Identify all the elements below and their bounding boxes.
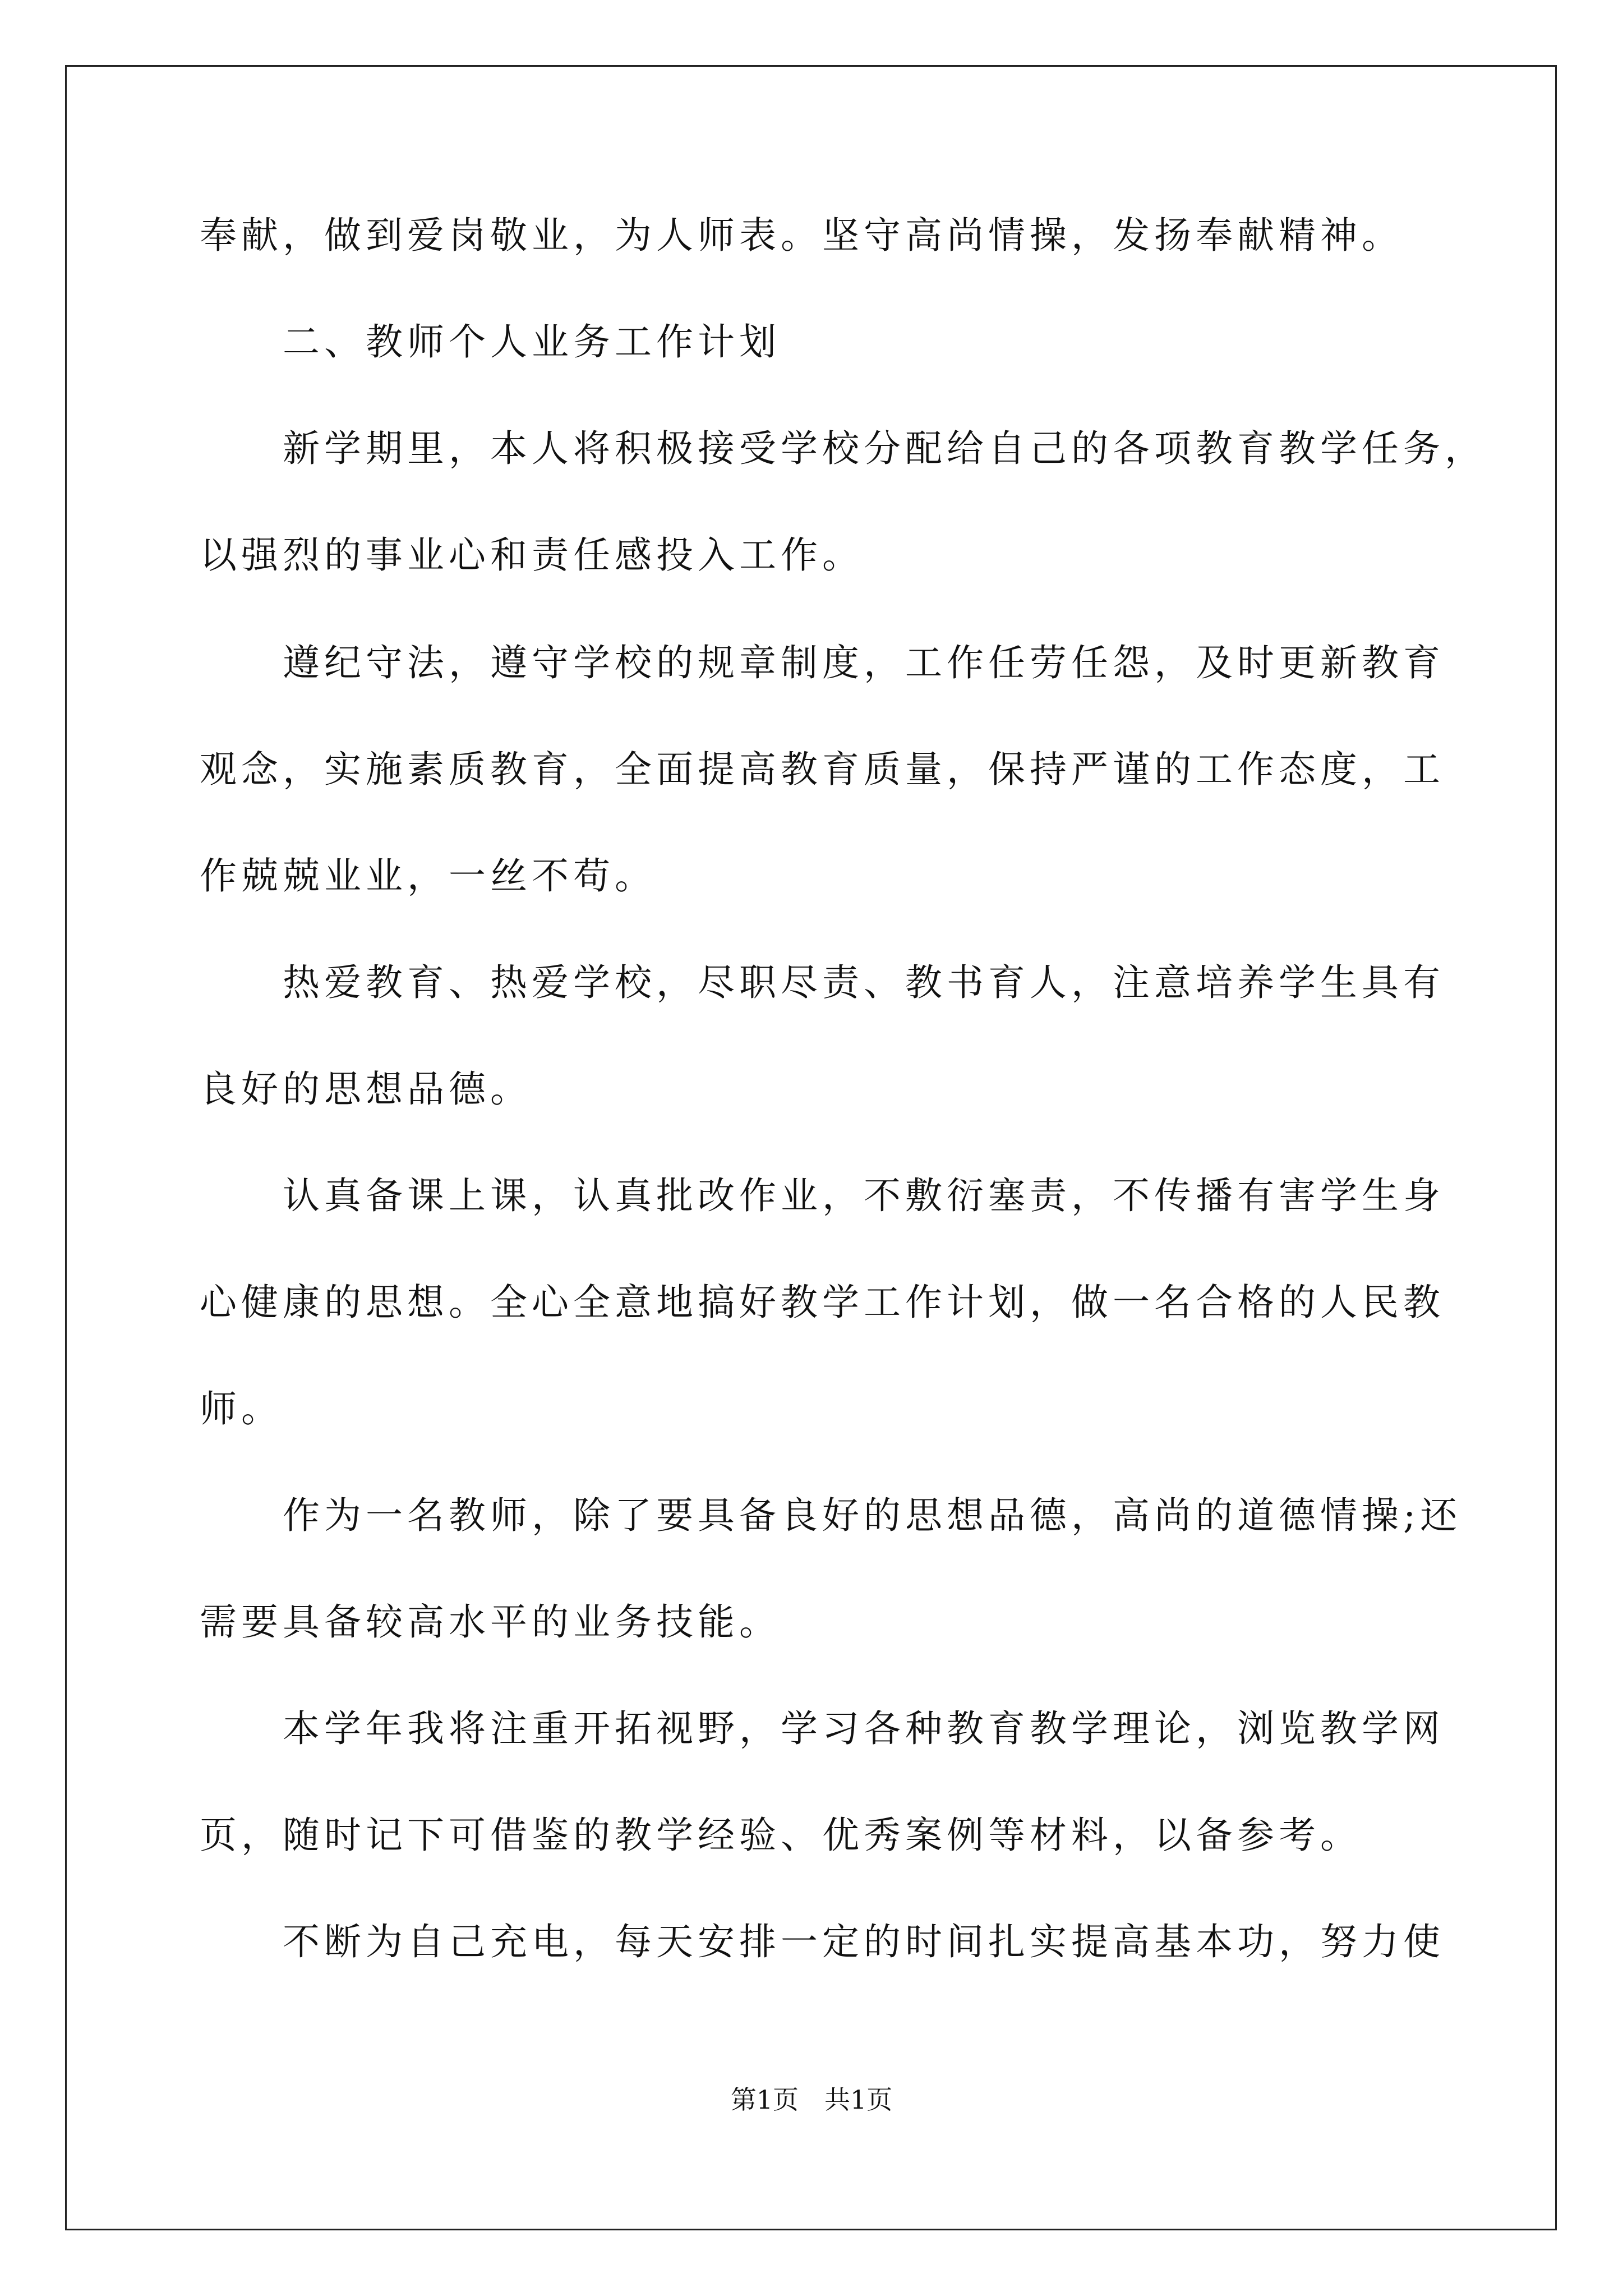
text-line: 遵纪守法，遵守学校的规章制度，工作任劳任怨，及时更新教育 — [200, 641, 1445, 684]
text-line: 作兢兢业业，一丝不苟。 — [200, 854, 656, 898]
text-line: 热爱教育、热爱学校，尽职尽责、教书育人，注意培养学生具有 — [200, 961, 1445, 1004]
text-line: 需要具备较高水平的业务技能。 — [200, 1600, 781, 1644]
text-line: 页，随时记下可借鉴的教学经验、优秀案例等材料，以备参考。 — [200, 1814, 1362, 1857]
text-line: 师。 — [200, 1387, 283, 1430]
text-line: 不断为自己充电，每天安排一定的时间扎实提高基本功，努力使 — [200, 1920, 1445, 1963]
text-line: 观念，实施素质教育，全面提高教育质量，保持严谨的工作态度，工 — [200, 748, 1445, 791]
text-line: 新学期里，本人将积极接受学校分配给自己的各项教育教学任务， — [200, 427, 1486, 470]
text-line: 奉献，做到爱岗敬业，为人师表。坚守高尚情操，发扬奉献精神。 — [200, 214, 1403, 257]
page-border — [65, 65, 1557, 2230]
text-line: 认真备课上课，认真批改作业，不敷衍塞责，不传播有害学生身 — [200, 1174, 1445, 1217]
page-number-footer: 第1页 共1页 — [730, 2085, 893, 2115]
text-line: 作为一名教师，除了要具备良好的思想品德，高尚的道德情操;还 — [200, 1494, 1462, 1537]
text-line: 良好的思想品德。 — [200, 1068, 532, 1111]
section-heading: 二、教师个人业务工作计划 — [200, 320, 781, 364]
text-line: 本学年我将注重开拓视野，学习各种教育教学理论，浏览教学网 — [200, 1707, 1445, 1750]
text-line: 心健康的思想。全心全意地搞好教学工作计划，做一名合格的人民教 — [200, 1281, 1445, 1324]
text-line: 以强烈的事业心和责任感投入工作。 — [200, 533, 864, 577]
